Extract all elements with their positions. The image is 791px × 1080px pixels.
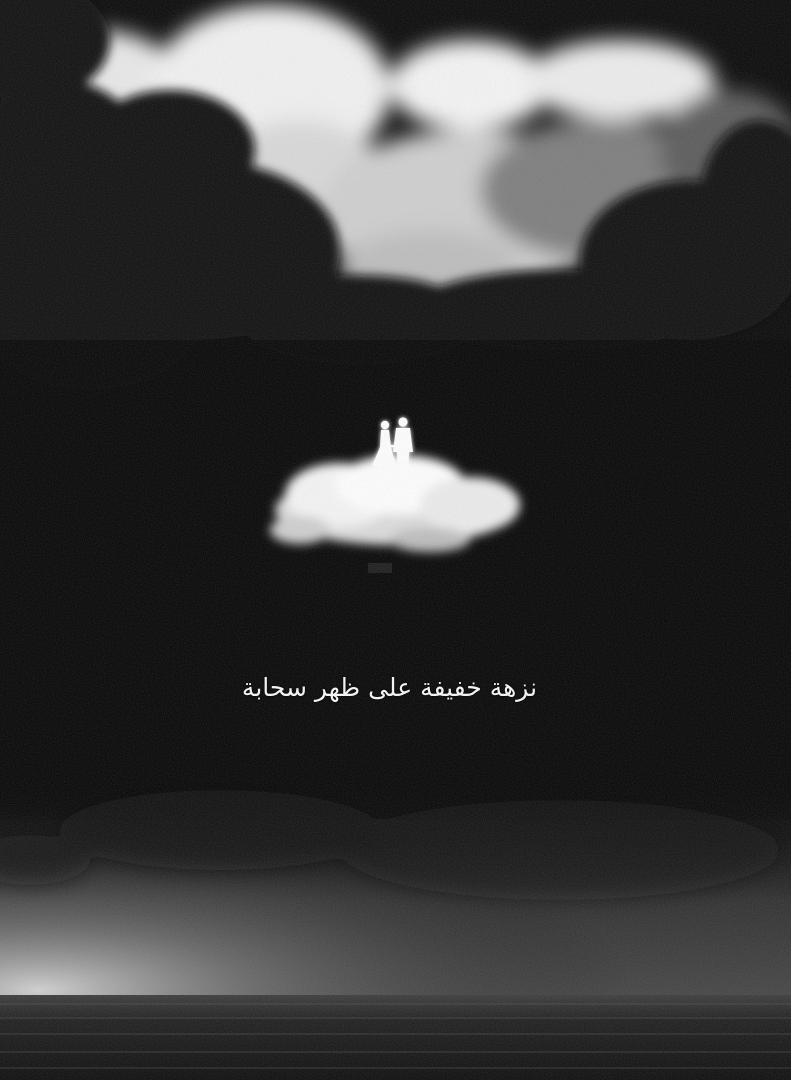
- poster-caption: نزهة خفيفة على ظهر سحابة: [241, 673, 538, 702]
